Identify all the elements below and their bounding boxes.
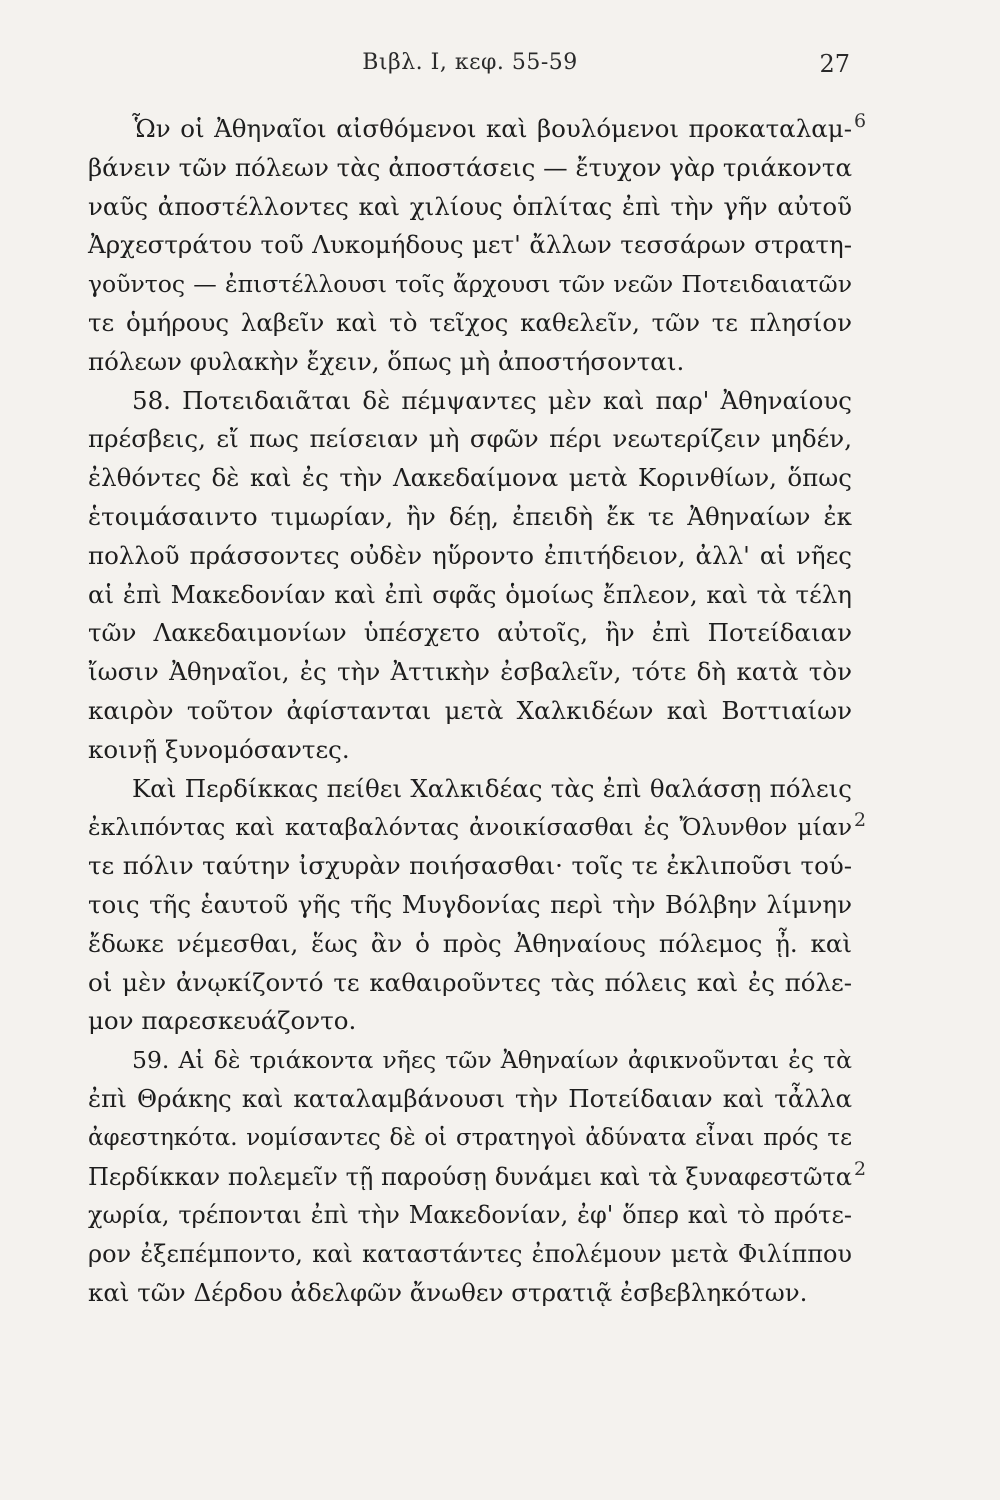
text-line: τε ὁμήρους λαβεῖν καὶ τὸ τεῖχος καθελεῖν, τῶν τε πλησίον xyxy=(88,307,852,337)
margin-section-number: 6 xyxy=(854,110,867,132)
text-line: μον παρεσκευάζοντο. xyxy=(88,1006,357,1036)
text-line: ἴωσιν Ἀθηναῖοι, ἐς τὴν Ἀττικὴν ἐσβαλεῖν, τότε δὴ κατὰ τὸν xyxy=(88,657,852,687)
text-line: βάνειν τῶν πόλεων τὰς ἀποστάσεις — ἔτυχον γὰρ τριάκοντα xyxy=(88,152,852,182)
text-line: καὶ τῶν Δέρδου ἀδελφῶν ἄνωθεν στρατιᾷ ἐσβεβληκότων. xyxy=(88,1277,808,1307)
page-number: 27 xyxy=(819,50,850,78)
text-line: τῶν Λακεδαιμονίων ὑπέσχετο αὐτοῖς, ἢν ἐπὶ Ποτείδαιαν xyxy=(88,618,852,648)
text-line: Περδίκκαν πολεμεῖν τῇ παρούσῃ δυνάμει καὶ τὰ ξυναφεστῶτα xyxy=(88,1162,852,1191)
text-line: 58. Ποτειδαιᾶται δὲ πέμψαντες μὲν καὶ παρ' Ἀθηναίους xyxy=(132,385,852,415)
text-line: ρον ἐξεπέμποντο, καὶ καταστάντες ἐπολέμουν μετὰ Φιλίππου xyxy=(88,1240,852,1269)
margin-section-number: 2 xyxy=(854,1158,867,1180)
text-line: Καὶ Περδίκκας πείθει Χαλκιδέας τὰς ἐπὶ θαλάσσῃ πόλεις xyxy=(132,773,852,803)
text-line: ναῦς ἀποστέλλοντες καὶ χιλίους ὁπλίτας ἐπὶ τὴν γῆν αὐτοῦ xyxy=(88,191,852,221)
text-line: ἔδωκε νέμεσθαι, ἕως ἂν ὁ πρὸς Ἀθηναίους πόλεμος ᾖ. καὶ xyxy=(88,928,852,958)
text-line: ἐλθόντες δὲ καὶ ἐς τὴν Λακεδαίμονα μετὰ Κορινθίων, ὅπως xyxy=(88,463,852,493)
margin-section-number: 2 xyxy=(854,809,867,831)
body-text xyxy=(88,110,852,1313)
text-line: τοις τῆς ἑαυτοῦ γῆς τῆς Μυγδονίας περὶ τὴν Βόλβην λίμνην xyxy=(88,889,852,919)
page-header xyxy=(90,50,850,90)
text-line: τε πόλιν ταύτην ἰσχυρὰν ποιήσασθαι· τοῖς τε ἐκλιποῦσι τού- xyxy=(88,851,852,881)
text-line: πόλεων φυλακὴν ἔχειν, ὅπως μὴ ἀποστήσονται. xyxy=(88,346,685,376)
text-line: ἑτοιμάσαιντο τιμωρίαν, ἢν δέῃ, ἐπειδὴ ἔκ τε Ἀθηναίων ἐκ xyxy=(88,501,852,531)
text-line: Ἀρχεστράτου τοῦ Λυκομήδους μετ' ἄλλων τεσσάρων στρατη- xyxy=(88,230,852,260)
text-line: ἐκλιπόντας καὶ καταβαλόντας ἀνοικίσασθαι ἐς Ὄλυνθον μίαν xyxy=(88,813,852,842)
text-line: καιρὸν τοῦτον ἀφίστανται μετὰ Χαλκιδέων καὶ Βοττιαίων xyxy=(88,695,852,725)
text-line: πρέσβεις, εἴ πως πείσειαν μὴ σφῶν πέρι νεωτερίζειν μηδέν, xyxy=(88,424,852,454)
text-line: χωρία, τρέπονται ἐπὶ τὴν Μακεδονίαν, ἐφ' ὅπερ καὶ τὸ πρότε- xyxy=(88,1201,852,1230)
text-line: πολλοῦ πράσσοντες οὐδὲν ηὕροντο ἐπιτήδειον, ἀλλ' αἱ νῆες xyxy=(88,540,852,570)
text-line: 59. Αἱ δὲ τριάκοντα νῆες τῶν Ἀθηναίων ἀφικνοῦνται ἐς τὰ xyxy=(132,1046,852,1075)
text-line: ἐπὶ Θράκης καὶ καταλαμβάνουσι τὴν Ποτείδαιαν καὶ τἆλλα xyxy=(88,1083,852,1113)
text-line: γοῦντος — ἐπιστέλλουσι τοῖς ἄρχουσι τῶν νεῶν Ποτειδαιατῶν xyxy=(88,270,852,299)
running-head: Βιβλ. Ι, κεφ. 55-59 xyxy=(362,50,578,75)
text-line: ἀφεστηκότα. νομίσαντες δὲ οἱ στρατηγοὶ ἀδύνατα εἶναι πρός τε xyxy=(88,1124,852,1151)
text-line: οἱ μὲν ἀνῳκίζοντό τε καθαιροῦντες τὰς πόλεις καὶ ἐς πόλε- xyxy=(88,967,852,997)
text-line: Ὧν οἱ Ἀθηναῖοι αἰσθόμενοι καὶ βουλόμενοι προκαταλαμ- xyxy=(132,114,852,143)
text-line: αἱ ἐπὶ Μακεδονίαν καὶ ἐπὶ σφᾶς ὁμοίως ἔπλεον, καὶ τὰ τέλη xyxy=(88,579,852,609)
text-line: κοινῇ ξυνομόσαντες. xyxy=(88,734,350,764)
